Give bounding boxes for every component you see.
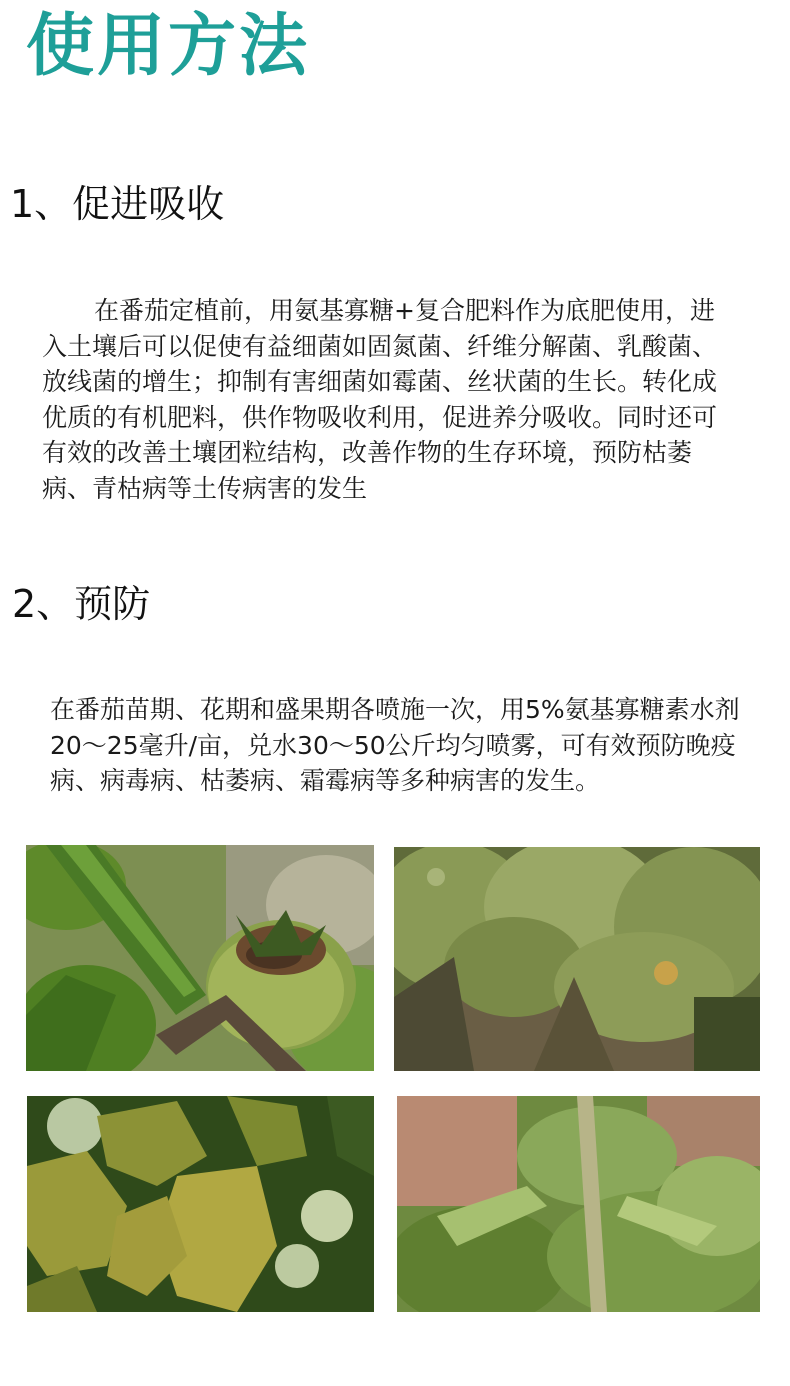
tomato-disease-photo-2 bbox=[394, 847, 760, 1071]
tomato-disease-photo-4 bbox=[397, 1096, 760, 1312]
section-heading-absorption: 1、促进吸收 bbox=[10, 182, 225, 226]
section-heading-prevention: 2、预防 bbox=[12, 582, 151, 626]
tomato-disease-photo-1 bbox=[26, 845, 374, 1071]
section-body-prevention: 在番茄苗期、花期和盛果期各喷施一次，用5%氨基寡糖素水剂20～25毫升/亩，兑水30～50公斤均匀喷雾，可有效预防晚疫病、病毒病、枯萎病、霜霉病等多种病害的发生。 bbox=[50, 695, 740, 795]
tomato-disease-photo-3 bbox=[27, 1096, 374, 1312]
page-title: 使用方法 bbox=[26, 7, 311, 86]
section-body-absorption: 在番茄定植前，用氨基寡糖+复合肥料作为底肥使用，进入土壤后可以促使有益细菌如固氮菌、纤维分解菌、乳酸菌、放线菌的增生；抑制有害细菌如霉菌、丝状菌的生长。转化成优质的有机肥料，供作物吸收利用，促进养分吸收。同时还可有效的改善土壤团粒结构，改善作物的生存环境，预防枯萎病、青枯病等土传病害的发生 bbox=[42, 296, 718, 503]
